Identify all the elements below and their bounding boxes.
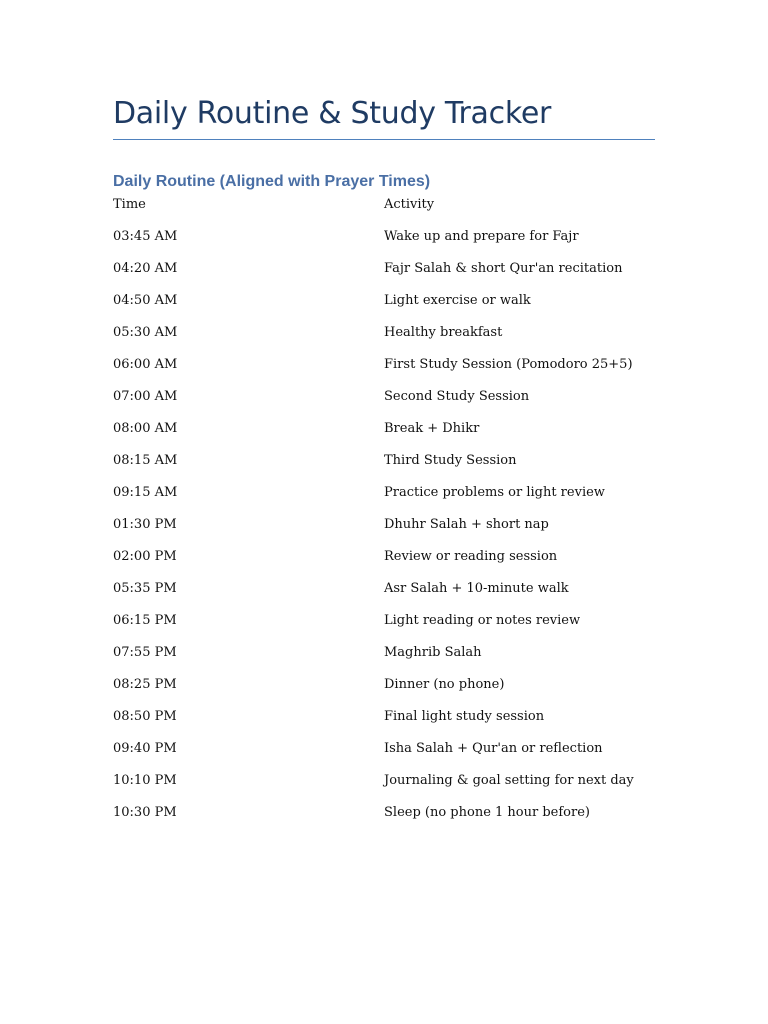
- table-header-row: [113, 195, 655, 217]
- activity-cell: Review or reading session: [384, 549, 558, 564]
- table-row: [113, 323, 655, 355]
- title-underline-divider: [113, 139, 655, 140]
- time-cell: 04:50 AM: [113, 293, 178, 308]
- activity-cell: Light reading or notes review: [384, 613, 581, 628]
- activity-cell: Light exercise or walk: [384, 293, 531, 308]
- activity-cell: Maghrib Salah: [384, 645, 482, 660]
- table-row: [113, 515, 655, 547]
- table-row: [113, 611, 655, 643]
- activity-cell: Second Study Session: [384, 389, 530, 404]
- table-row: [113, 771, 655, 803]
- table-row: [113, 259, 655, 291]
- table-row: [113, 803, 655, 835]
- column-header-activity: Activity: [384, 197, 435, 212]
- table-row: [113, 451, 655, 483]
- time-cell: 07:00 AM: [113, 389, 178, 404]
- activity-cell: Wake up and prepare for Fajr: [384, 229, 579, 244]
- activity-cell: Dhuhr Salah + short nap: [384, 517, 549, 532]
- activity-cell: First Study Session (Pomodoro 25+5): [384, 357, 633, 372]
- section-heading: Daily Routine (Aligned with Prayer Times): [113, 173, 431, 190]
- table-row: [113, 739, 655, 771]
- time-cell: 08:00 AM: [113, 421, 178, 436]
- table-row: [113, 579, 655, 611]
- activity-cell: Final light study session: [384, 709, 545, 724]
- time-cell: 10:10 PM: [113, 773, 177, 788]
- time-cell: 06:15 PM: [113, 613, 177, 628]
- time-cell: 10:30 PM: [113, 805, 177, 820]
- activity-cell: Sleep (no phone 1 hour before): [384, 805, 590, 820]
- time-cell: 05:35 PM: [113, 581, 177, 596]
- table-row: [113, 643, 655, 675]
- table-row: [113, 227, 655, 259]
- activity-cell: Practice problems or light review: [384, 485, 605, 500]
- table-row: [113, 483, 655, 515]
- table-row: [113, 547, 655, 579]
- time-cell: 01:30 PM: [113, 517, 177, 532]
- time-cell: 08:25 PM: [113, 677, 177, 692]
- time-cell: 09:15 AM: [113, 485, 178, 500]
- activity-cell: Break + Dhikr: [384, 421, 480, 436]
- activity-cell: Isha Salah + Qur'an or reflection: [384, 741, 603, 756]
- document-title: Daily Routine & Study Tracker: [113, 96, 552, 131]
- time-cell: 03:45 AM: [113, 229, 178, 244]
- time-cell: 08:15 AM: [113, 453, 178, 468]
- routine-table: [113, 195, 655, 835]
- time-cell: 04:20 AM: [113, 261, 178, 276]
- activity-cell: Fajr Salah & short Qur'an recitation: [384, 261, 623, 276]
- activity-cell: Healthy breakfast: [384, 325, 503, 340]
- time-cell: 05:30 AM: [113, 325, 178, 340]
- table-row: [113, 419, 655, 451]
- activity-cell: Third Study Session: [384, 453, 517, 468]
- time-cell: 02:00 PM: [113, 549, 177, 564]
- time-cell: 08:50 PM: [113, 709, 177, 724]
- table-row: [113, 707, 655, 739]
- column-header-time: Time: [113, 197, 146, 212]
- activity-cell: Dinner (no phone): [384, 677, 505, 692]
- time-cell: 06:00 AM: [113, 357, 178, 372]
- time-cell: 07:55 PM: [113, 645, 177, 660]
- table-row: [113, 387, 655, 419]
- table-row: [113, 355, 655, 387]
- table-row: [113, 291, 655, 323]
- time-cell: 09:40 PM: [113, 741, 177, 756]
- activity-cell: Asr Salah + 10-minute walk: [384, 581, 569, 596]
- activity-cell: Journaling & goal setting for next day: [384, 773, 634, 788]
- table-row: [113, 675, 655, 707]
